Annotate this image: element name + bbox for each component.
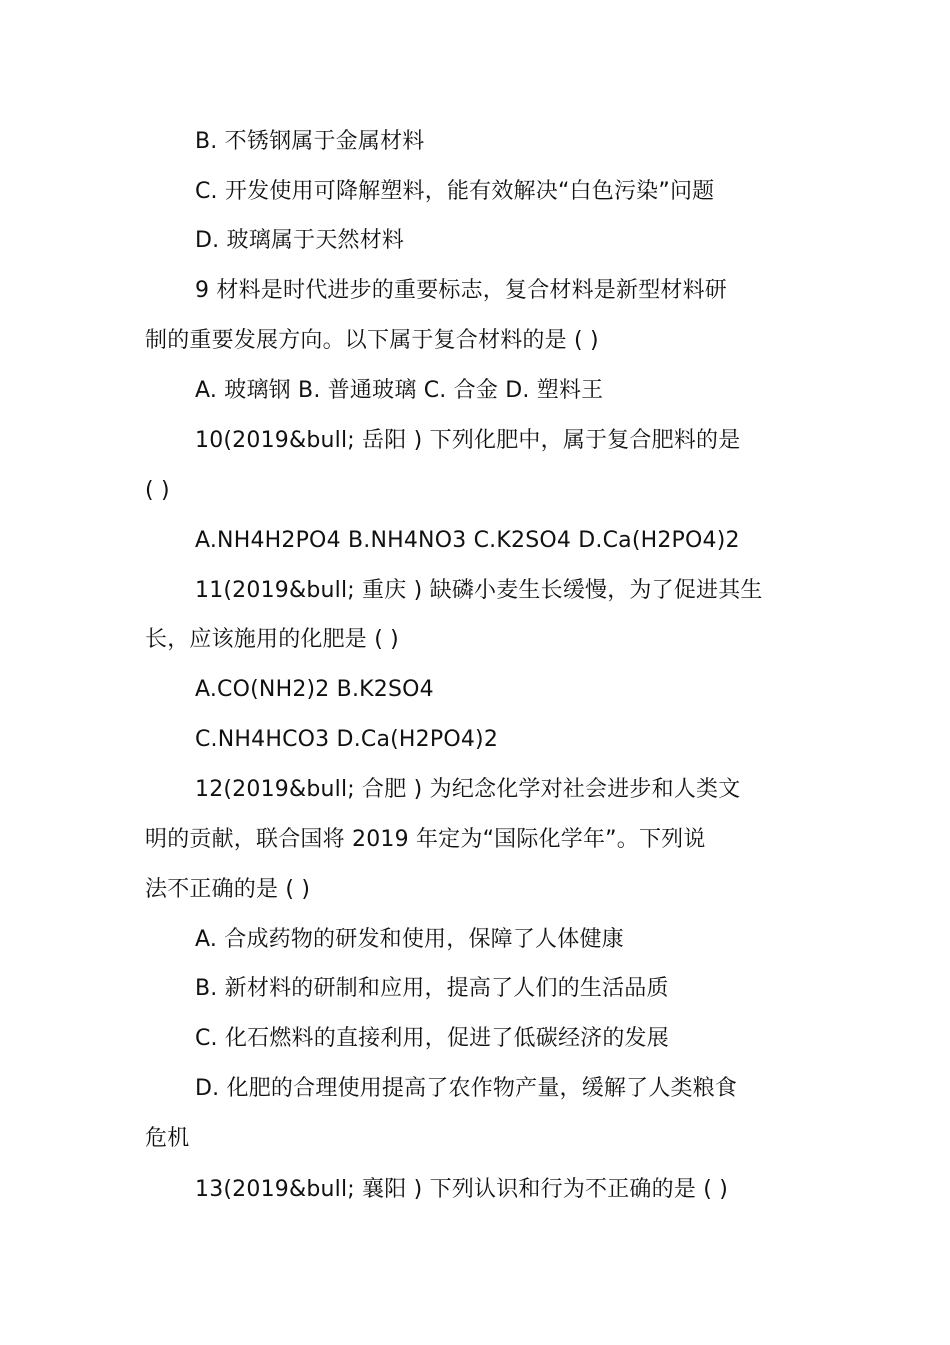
question-9-options: A. 玻璃钢 B. 普通玻璃 C. 合金 D. 塑料王: [195, 378, 604, 403]
question-9-line-2: 制的重要发展方向。以下属于复合材料的是 ( ): [145, 328, 599, 353]
option-12b: B. 新材料的研制和应用，提高了人们的生活品质: [195, 976, 669, 1001]
question-12-line-2: 明的贡献，联合国将 2019 年定为“国际化学年”。下列说: [145, 827, 706, 852]
question-10-options: A.NH4H2PO4 B.NH4NO3 C.K2SO4 D.Ca(H2PO4)2: [195, 528, 740, 553]
option-8c: C. 开发使用可降解塑料，能有效解决“白色污染”问题: [195, 179, 715, 204]
question-10-line-2: ( ): [145, 478, 170, 503]
question-11-line-1: 11(2019&bull; 重庆 ) 缺磷小麦生长缓慢，为了促进其生: [195, 578, 763, 603]
question-10-line-1: 10(2019&bull; 岳阳 ) 下列化肥中，属于复合肥料的是: [195, 428, 741, 453]
question-11-line-2: 长，应该施用的化肥是 ( ): [145, 627, 399, 652]
question-12-line-1: 12(2019&bull; 合肥 ) 为纪念化学对社会进步和人类文: [195, 777, 741, 802]
option-8b: B. 不锈钢属于金属材料: [195, 129, 425, 154]
question-11-options-cd: C.NH4HCO3 D.Ca(H2PO4)2: [195, 727, 499, 752]
option-12a: A. 合成药物的研发和使用，保障了人体健康: [195, 927, 624, 952]
question-12-line-3: 法不正确的是 ( ): [145, 877, 311, 902]
question-11-options-ab: A.CO(NH2)2 B.K2SO4: [195, 677, 434, 702]
option-12d-line-2: 危机: [145, 1126, 190, 1151]
question-9-line-1: 9 材料是时代进步的重要标志，复合材料是新型材料研: [195, 278, 727, 303]
question-13-line-1: 13(2019&bull; 襄阳 ) 下列认识和行为不正确的是 ( ): [195, 1177, 728, 1202]
option-8d: D. 玻璃属于天然材料: [195, 228, 405, 253]
option-12c: C. 化石燃料的直接利用，促进了低碳经济的发展: [195, 1026, 669, 1051]
option-12d-line-1: D. 化肥的合理使用提高了农作物产量，缓解了人类粮食: [195, 1076, 738, 1101]
